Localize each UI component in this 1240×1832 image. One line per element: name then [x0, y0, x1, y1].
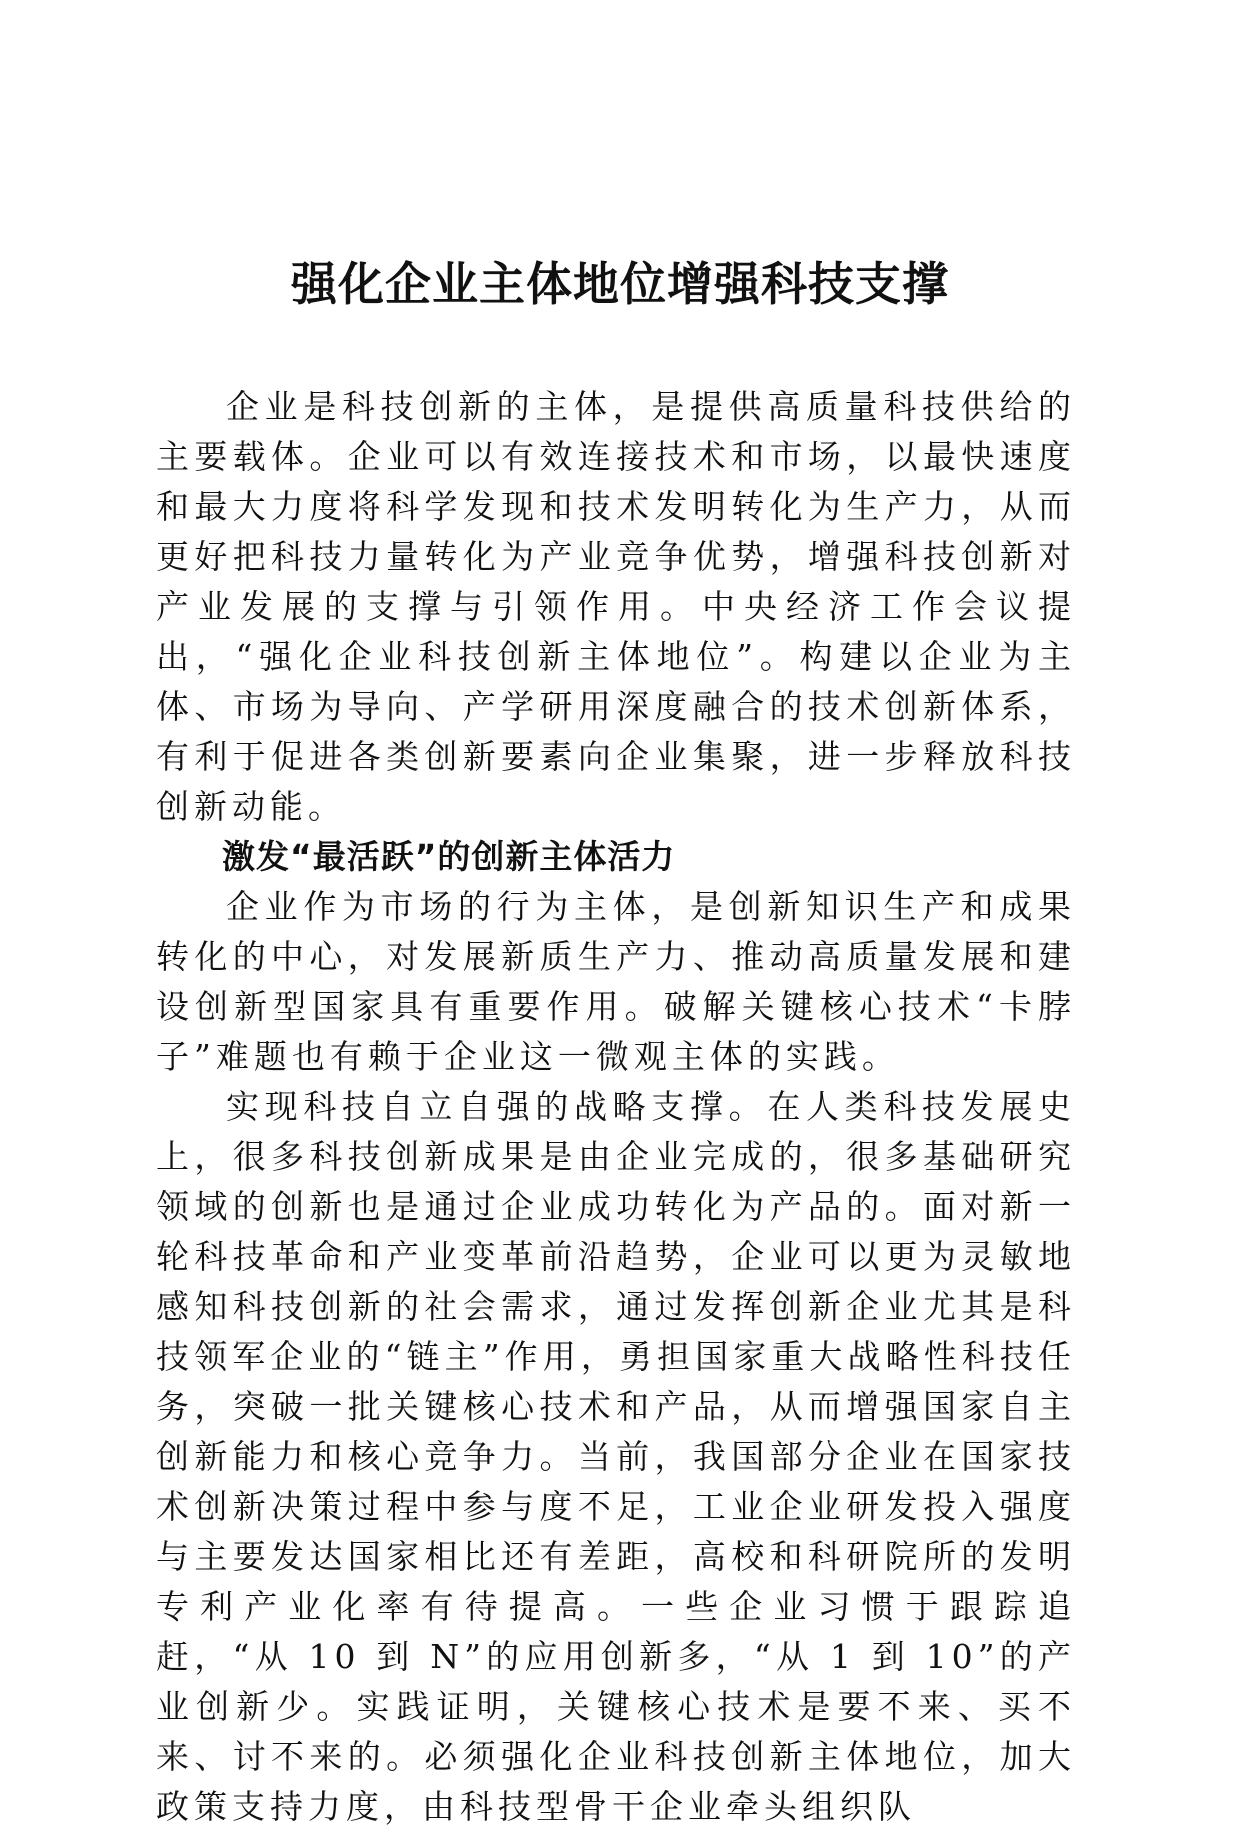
paragraph-strategic-support: 实现科技自立自强的战略支撑。在人类科技发展史上，很多科技创新成果是由企业完成的，很多基础研究领域的创新也是通过企业成功转化为产品的。面对新一轮科技革命和产业变革前沿趋势，企业可以更为灵敏地感知科技创新的社会需求，通过发挥创新企业尤其是科技领军企业的“链主”作用，勇担国家重大战略性科技任务，突破一批关键核心技术和产品，从而增强国家自主创新能力和核心竞争力。当前，我国部分企业在国家技术创新决策过程中参与度不足，工业企业研发投入强度与主要发达国家相比还有差距，高校和科研院所的发明专利产业化率有待提高。一些企业习惯于跟踪追赶，“从 10 到 N”的应用创新多，“从 1 到 10”的产业创新少。实践证明，关键核心技术是要不来、买不来、讨不来的。必须强化企业科技创新主体地位，加大政策支持力度，由科技型骨干企业牵头组织队	[156, 1087, 1076, 1826]
section-heading: 激发“最活跃”的创新主体活力	[222, 837, 676, 876]
document-title: 强化企业主体地位增强科技支撑	[291, 257, 949, 311]
paragraph-enterprise-role: 企业作为市场的行为主体，是创新知识生产和成果转化的中心，对发展新质生产力、推动高质量发展和建设创新型国家具有重要作用。破解关键核心技术“卡脖子”难题也有赖于企业这一微观主体的实践。	[156, 887, 1076, 1076]
paragraph-intro: 企业是科技创新的主体，是提供高质量科技供给的主要载体。企业可以有效连接技术和市场，以最快速度和最大力度将科学发现和技术发明转化为生产力，从而更好把科技力量转化为产业竞争优势，增强科技创新对产业发展的支撑与引领作用。中央经济工作会议提出，“强化企业科技创新主体地位”。构建以企业为主体、市场为导向、产学研用深度融合的技术创新体系，有利于促进各类创新要素向企业集聚，进一步释放科技创新动能。	[156, 387, 1076, 826]
document-body	[156, 382, 1076, 1832]
